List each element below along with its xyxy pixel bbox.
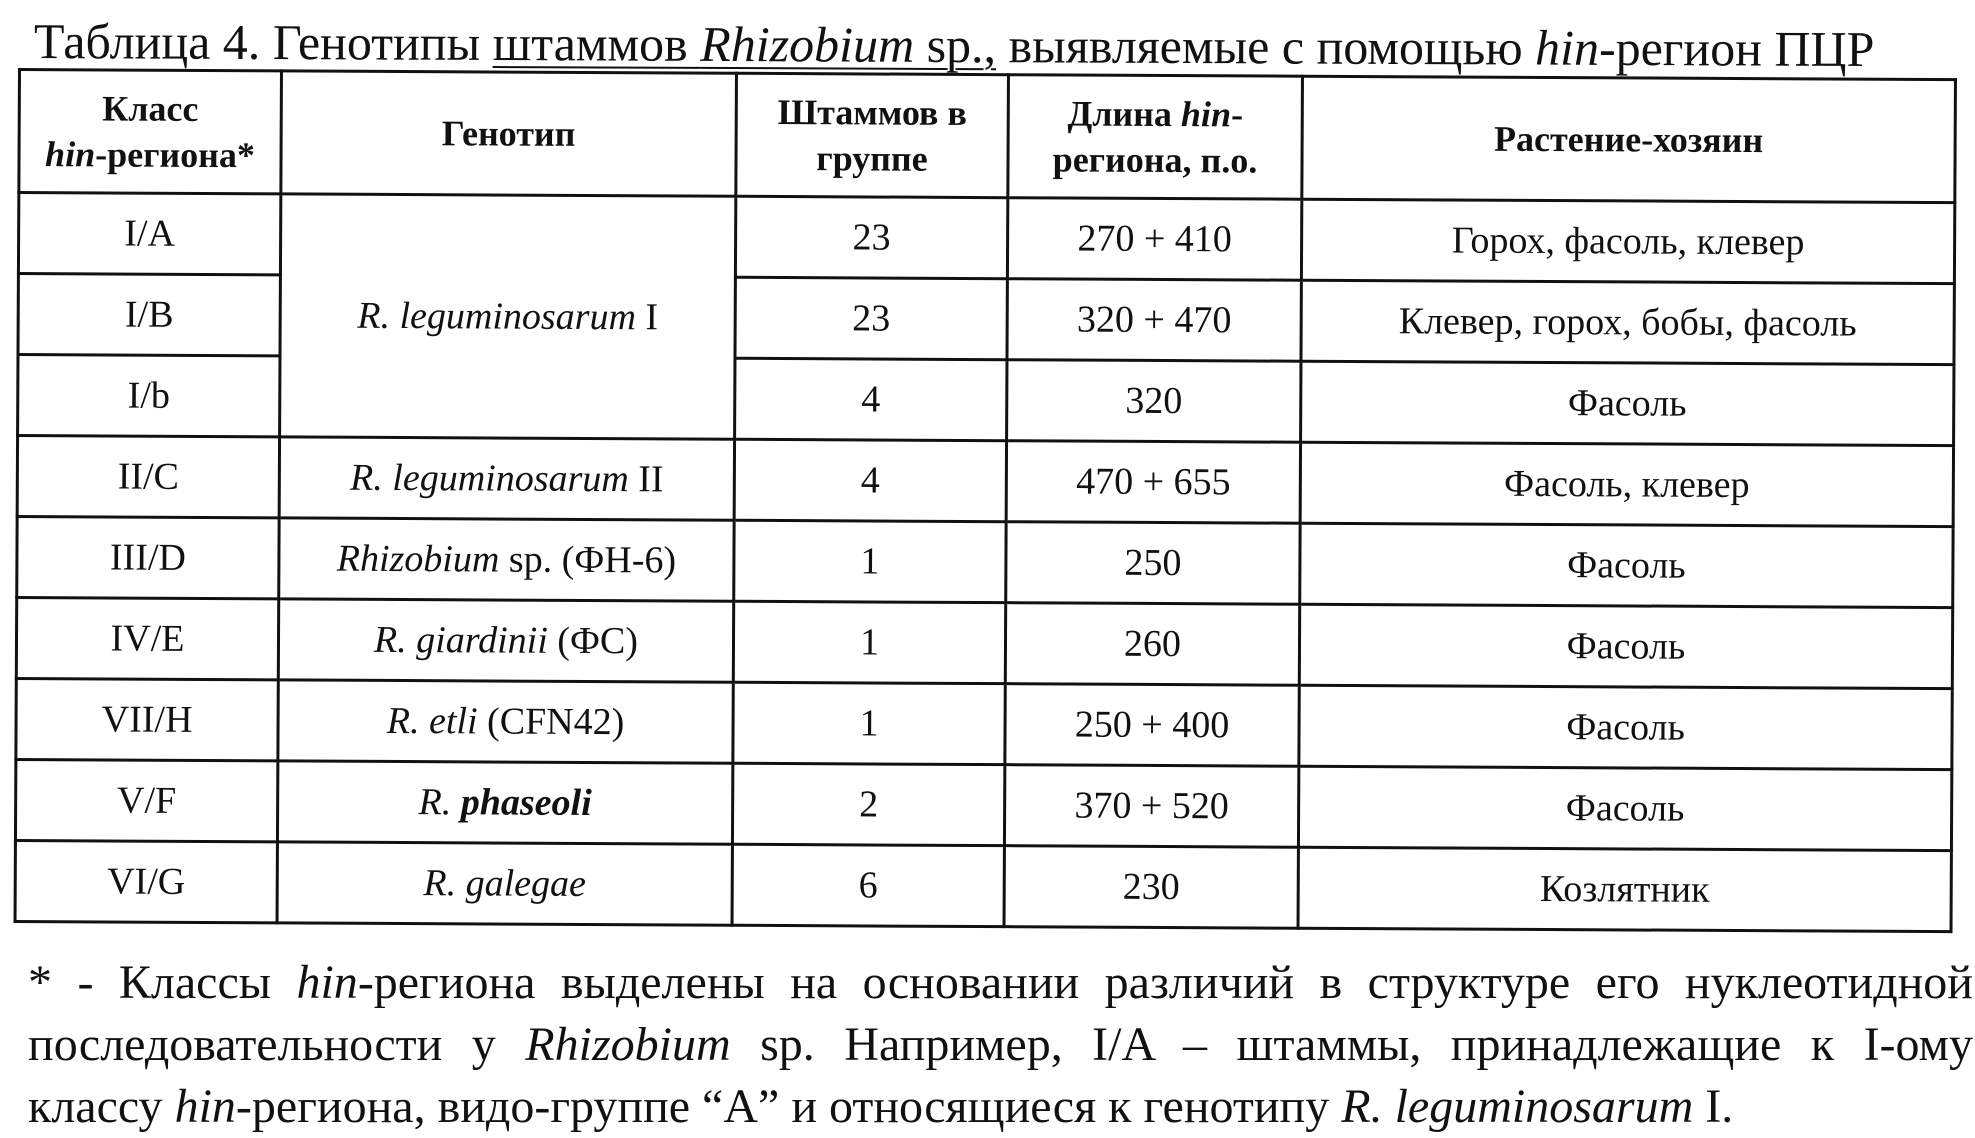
cell-class: I/b xyxy=(18,355,280,437)
cell-count: 4 xyxy=(735,358,1007,440)
header-class xyxy=(19,70,282,194)
cell-genotype xyxy=(278,599,733,682)
cell-genotype xyxy=(277,761,732,844)
genotype-name: R. leguminosarum xyxy=(357,295,636,338)
header-length-b: hin xyxy=(1181,94,1231,134)
footnote-line-1 xyxy=(28,952,1973,1014)
cell-count: 1 xyxy=(734,520,1006,602)
cell-class: VII/H xyxy=(16,678,278,760)
table-row xyxy=(15,840,1951,931)
footnote-l2-c: sp. Например, I/A – штаммы, принадлежащие к I-ому xyxy=(731,1018,1973,1071)
footnote-l2-a: последовательности у xyxy=(28,1018,525,1071)
genotype-name: R. galegae xyxy=(423,862,586,905)
footnote-l1-c: -региона выделены на основании различий в структуре его нуклеотидной xyxy=(358,956,1973,1009)
caption-underlined xyxy=(493,15,997,73)
cell-class: III/D xyxy=(17,517,279,599)
cell-host: Фасоль xyxy=(1300,523,1953,607)
header-row xyxy=(19,70,1956,203)
cell-genotype xyxy=(277,842,732,925)
genotype-name: R. leguminosarum xyxy=(350,457,629,500)
cell-length: 230 xyxy=(1004,846,1298,929)
genotype-suffix: I xyxy=(636,296,658,338)
cell-class: I/A xyxy=(18,193,280,275)
header-class-b: hin xyxy=(45,134,95,174)
table-row xyxy=(17,436,1953,527)
genotype-suffix: (ФС) xyxy=(548,620,638,662)
cell-count: 4 xyxy=(734,439,1006,521)
cell-count: 1 xyxy=(733,682,1005,764)
cell-host: Фасоль xyxy=(1301,361,1954,445)
cell-length: 320 xyxy=(1007,360,1301,443)
caption-underlined-b: Rhizobium xyxy=(700,16,914,73)
footnote-l3-a: классу xyxy=(28,1080,175,1133)
cell-host: Козлятник xyxy=(1298,847,1951,931)
footnote-l2-b: Rhizobium xyxy=(525,1018,730,1071)
header-class-a: Класс xyxy=(102,88,198,129)
cell-class: V/F xyxy=(15,759,277,841)
footnote-l3-b: hin xyxy=(175,1080,236,1133)
table-row xyxy=(16,598,1952,689)
caption-rest-b: hin xyxy=(1535,20,1599,76)
cell-class: VI/G xyxy=(15,840,277,922)
header-length-a: Длина xyxy=(1067,93,1181,134)
cell-count: 1 xyxy=(733,601,1005,683)
cell-count: 23 xyxy=(735,277,1007,359)
genotype-name: Rhizobium xyxy=(337,538,500,581)
cell-length: 320 + 470 xyxy=(1007,279,1301,362)
cell-host: Фасоль xyxy=(1298,766,1951,850)
table-row xyxy=(16,678,1952,769)
header-class-c: -региона* xyxy=(95,134,255,175)
table-row xyxy=(18,193,1954,284)
caption-rest-c: -регион ПЦР xyxy=(1599,20,1875,77)
table-row xyxy=(15,759,1951,850)
caption-underlined-c: sp., xyxy=(914,17,996,73)
caption-rest-a: выявляемые с помощью xyxy=(996,17,1535,75)
genotype-suffix: II xyxy=(629,458,664,500)
footnote-l3-c: -региона, видо-группе “А” и относящиеся к генотипу xyxy=(236,1080,1341,1133)
cell-genotype xyxy=(278,680,733,763)
genotype-name-prefix: R. xyxy=(418,781,460,823)
cell-genotype xyxy=(280,194,736,439)
footnote-line-2 xyxy=(28,1014,1973,1076)
cell-length: 370 + 520 xyxy=(1004,765,1298,848)
cell-length: 250 xyxy=(1006,522,1300,605)
genotype-name: phaseoli xyxy=(461,781,592,824)
cell-host: Фасоль, клевер xyxy=(1300,442,1953,526)
header-length xyxy=(1008,75,1303,200)
cell-class: II/C xyxy=(17,436,279,518)
footnote-l1-a: * - Классы xyxy=(28,956,296,1009)
cell-host: Клевер, горох, бобы, фасоль xyxy=(1301,280,1954,364)
cell-genotype xyxy=(279,518,734,601)
cell-host: Горох, фасоль, клевер xyxy=(1301,199,1954,283)
footnote-line-3 xyxy=(28,1076,1973,1138)
genotype-name: R. etli xyxy=(387,700,478,742)
cell-genotype xyxy=(279,437,734,520)
genotype-suffix: sp. (ФН-6) xyxy=(499,539,676,582)
caption-prefix: Таблица 4. Генотипы xyxy=(34,13,493,71)
caption-underlined-a: штаммов xyxy=(493,15,701,72)
cell-length: 270 + 410 xyxy=(1007,198,1301,281)
cell-length: 250 + 400 xyxy=(1005,684,1299,767)
header-strains: Штаммов в группе xyxy=(736,73,1009,197)
table-footnote xyxy=(28,952,1973,1138)
footnote-l3-d: R. leguminosarum xyxy=(1341,1080,1693,1133)
genotype-name: R. giardinii xyxy=(374,619,548,662)
cell-length: 260 xyxy=(1005,603,1299,686)
cell-host: Фасоль xyxy=(1299,685,1952,769)
cell-count: 2 xyxy=(732,763,1004,845)
header-genotype: Генотип xyxy=(281,71,737,196)
cell-length: 470 + 655 xyxy=(1006,441,1300,524)
footnote-l1-b: hin xyxy=(296,956,357,1009)
footnote-l3-e: I. xyxy=(1693,1080,1733,1133)
table-row xyxy=(17,517,1953,608)
cell-class: I/B xyxy=(18,274,280,356)
header-host: Растение-хозяин xyxy=(1302,76,1956,202)
genotype-table-wrapper xyxy=(14,68,1957,933)
cell-count: 23 xyxy=(735,196,1007,278)
cell-class: IV/E xyxy=(16,598,278,680)
genotype-table xyxy=(14,68,1957,933)
cell-count: 6 xyxy=(732,844,1004,926)
header-length-c: -региона, п.о. xyxy=(1053,94,1258,180)
cell-host: Фасоль xyxy=(1299,604,1952,688)
genotype-suffix: (CFN42) xyxy=(477,700,624,743)
